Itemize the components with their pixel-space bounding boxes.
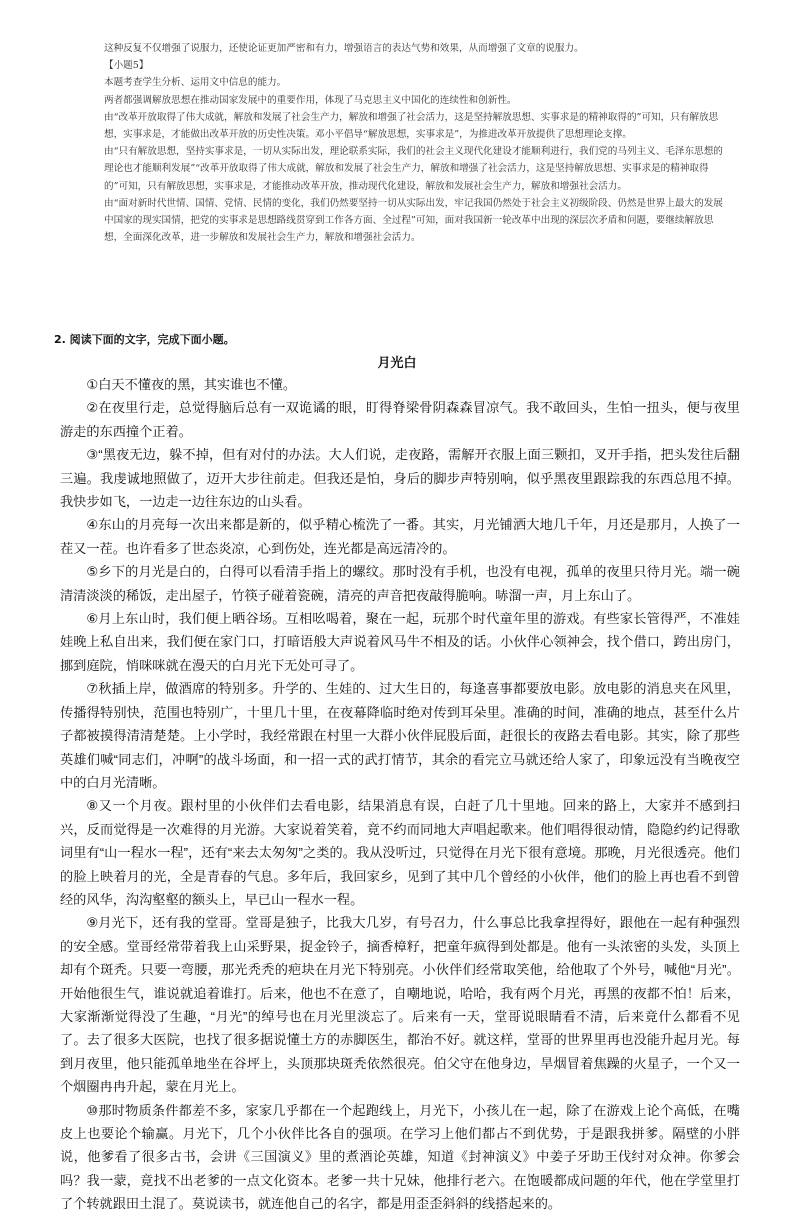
essay-paragraph: ⑨月光下，还有我的堂哥。堂哥是独子，比我大几岁，有号召力，什么事总比我拿捏得好，跟他在一起有种强烈的安全感。堂哥经常带着我上山采野果，捉金铃子，摘香樟籽，把童年疯得到处都是。他有一头浓密的头发，头顶上却有个斑秃。只要一弯腰，那光秃秃的疤块在月光下特别亮。小伙伴们经常取笑他，给他取了个外号，喊他“月光”。开始他很生气，谁说就追着谁打。后来，他也不在意了，自嘲地说，哈哈，我有两个月光，再黑的夜都不怕！后来，大家渐渐觉得没了生趣，“月光”的绰号也在月光里淡忘了。后来有一天，堂哥说眼睛看不清，后来竟什么都看不见了。去了很多大医院，也找了很多据说懂土方的赤脚医生，都治不好。就这样，堂哥的世界里再也没能升起月光。每到月夜里，他只能孤单地坐在谷坪上，头顶那块斑秃依然很亮。伯父守在他身边，旱烟冒着焦躁的火星子，一个又一个烟圈冉冉升起，蒙在月光上。 [60,915,740,1095]
analysis-paragraph: 由“只有解放思想，坚持实事求是，一切从实际出发，理论联系实际，我们的社会主义现代化建设才能顺利进行，我们党的马列主义、毛泽东思想的理论也才能顺利发展”“改革开放取得了伟大成就，解放和发展了社会生产力，解放和增强了社会活力，这是坚持解放思想、实事求是的精神取得的”可知，只有解放思想，实事求是，才能推动改革开放，推动现代化建设，解放和发展社会生产力，解放和增强社会活力。 [104,146,723,192]
analysis-line: 两者都强调解放思想在推动国家发展中的重要作用，体现了马克思主义中国化的连续性和创新性。 [104,94,517,106]
essay-title: 月光白 [377,356,417,371]
essay-paragraph: ①白天不懂夜的黑，其实谁也不懂。 [86,377,297,392]
essay-paragraph: ⑤乡下的月光是白的，白得可以看清手指上的螺纹。那时没有手机，也没有电视，孤单的夜里只待月光。端一碗清清淡淡的稀饭，走出屋子，竹筷子碰着瓷碗，清亮的声音把夜敲得脆响。哧溜一声，月上东山了。 [60,564,740,603]
essay-paragraph: ⑧又一个月夜。跟村里的小伙伴们去看电影，结果消息有误，白赶了几十里地。回来的路上，大家并不感到扫兴，反而觉得是一次难得的月光游。大家说着笑着，竟不约而同地大声唱起歌来。他们唱得很动情，隐隐约约记得歌词里有“山一程水一程”，还有“来去太匆匆”之类的。我从没听过，只觉得在月光下很有意境。那晚，月光很透亮。他们的脸上映着月的光，全是青春的气息。多年后，我回家乡，见到了其中几个曾经的小伙伴，他们的脸上再也看不到曾经的风华，沟沟壑壑的额头上，早已山一程水一程。 [60,798,740,907]
question-heading: 2. 阅读下面的文字，完成下面小题。 [54,333,235,346]
analysis-paragraph: 由“改革开放取得了伟大成就，解放和发展了社会生产力，解放和增强了社会活力，这是坚持解放思想、实事求是的精神取得的”可知，只有解放思想，实事求是，才能做出改革开放的历史性决策。邓小平倡导“解放思想，实事求是”，为推进改革开放提供了思想理论支撑。 [104,111,719,141]
analysis-line: 这种反复不仅增强了说服力，还使论证更加严密和有力，增强语言的表达气势和效果，从而增强了文章的说服力。 [104,43,584,54]
essay-paragraph: ②在夜里行走，总觉得脑后总有一双诡谲的眼，盯得脊梁骨阴森森冒凉气。我不敢回头，生怕一扭头，便与夜里游走的东西撞个正着。 [60,400,740,439]
essay-paragraph: ③“黑夜无边，躲不掉，但有对付的办法。大人们说，走夜路，需解开衣服上面三颗扣，叉开手指，把头发往后翻三遍。我虔诚地照做了，迈开大步往前走。但我还是怕，身后的脚步声特别响，似乎黑夜里跟踪我的东西总甩不掉。我快步如飞，一边走一边往东边的山头看。 [60,447,740,510]
sub-question-label: 【小题5】 [104,60,149,72]
essay-paragraph: ⑩那时物质条件都差不多，家家几乎都在一个起跑线上，月光下，小孩儿在一起，除了在游戏上论个高低，在嘴皮上也要论个输赢。月光下，几个小伙伴比各自的强项。在学习上他们都占不到优势，于是跟我拼爹。隔壁的小胖说，他爹看了很多古书，会讲《三国演义》里的煮酒论英雄，知道《封神演义》中姜子牙助王伐纣对众神。你爹会吗？我一蒙，竟找不出老爹的一点文化资本。老爹一共十兄妹，他排行老六。在饱暖都成问题的年代，他在学堂里打了个转就跟田土混了。莫说读书，就连他自己的名字，都是用歪歪斜斜的线搭起来的。 [60,1102,740,1212]
essay-paragraph: ④东山的月亮每一次出来都是新的，似乎精心梳洗了一番。其实，月光铺洒大地几千年，月还是那月，人换了一茬又一茬。也许看多了世态炎凉，心到伤处，连光都是高远清冷的。 [60,517,740,556]
answer-analysis [104,40,724,246]
analysis-line: 本题考查学生分析、运用文中信息的能力。 [104,77,287,89]
analysis-paragraph: 由“面对新时代世情、国情、党情、民情的变化，我们仍然要坚持一切从实际出发，牢记我国仍然处于社会主义初级阶段、仍然是世界上最大的发展中国家的现实国情，把党的实事求是思想路线贯穿到工作各方面、全过程”可知，面对我国新一轮改革中出现的深层次矛盾和问题，要继续解放思想，全面深化改革，进一步解放和发展社会生产力，解放和增强社会活力。 [104,197,723,244]
essay-body [60,373,740,1216]
essay-paragraph: ⑦秋插上岸，做酒席的特别多。升学的、生娃的、过大生日的，每逢喜事都要放电影。放电影的消息夹在风里，传播得特别快，范围也特别广，十里几十里，在夜幕降临时绝对传到耳朵里。准确的时间，准确的地点，甚至什么片子都被摸得清清楚楚。上小学时，我经常跟在村里一大群小伙伴屁股后面，赶很长的夜路去看电影。其实，除了那些英雄们喊“同志们，冲啊”的战斗场面，和一招一式的武打情节，其余的看完立马就还给人家了，印象远没有当晚夜空中的白月光清晰。 [60,681,740,790]
essay-paragraph: ⑥月上东山时，我们便上晒谷场。互相吆喝着，聚在一起，玩那个时代童年里的游戏。有些家长管得严，不准娃娃晚上私自出来，我们便在家门口，打暗语般大声说着风马牛不相及的话。小伙伴心领神会，找个借口，跨出房门，挪到庭院，悄咪咪就在漫天的白月光下无处可寻了。 [60,611,740,673]
